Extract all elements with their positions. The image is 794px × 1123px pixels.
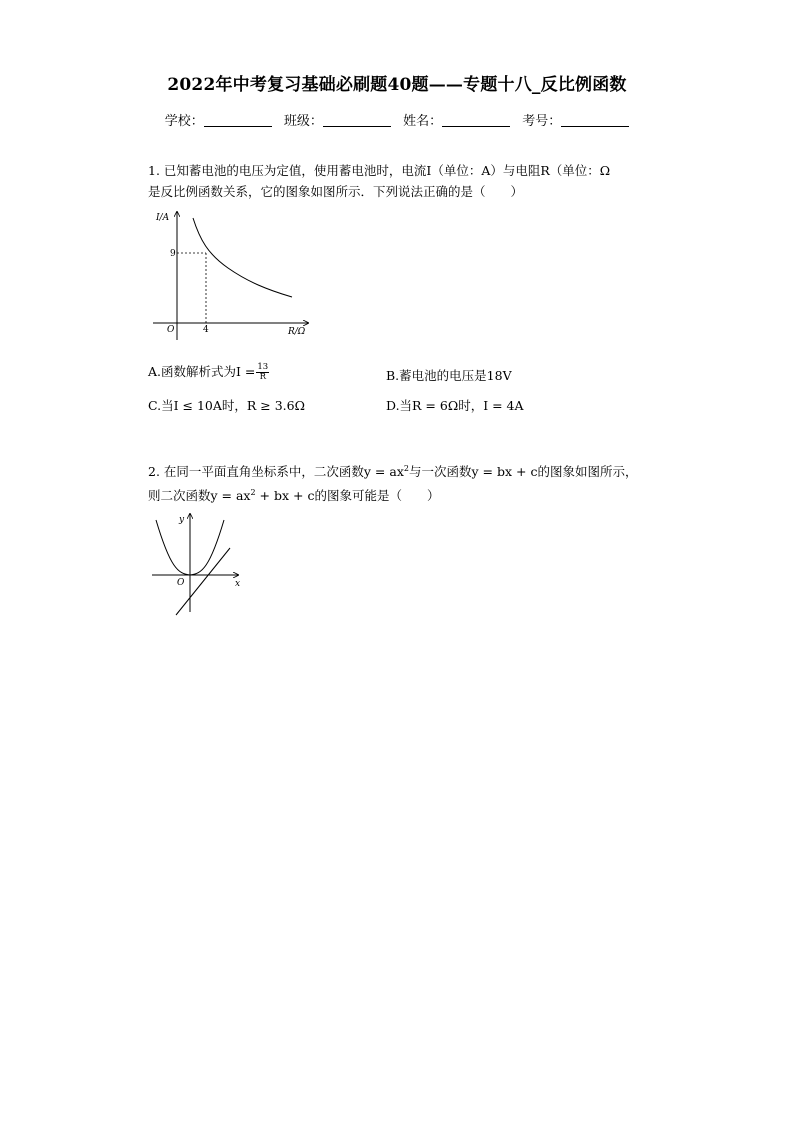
exam-no-label: 考号： (522, 114, 562, 129)
q2-line2-text-b: + bx + c的图象可能是（ ） (255, 488, 440, 504)
q1-x-axis-label: R/Ω (288, 327, 306, 337)
school-field (165, 110, 272, 129)
choice-a-fraction (256, 363, 269, 382)
q2-line1-text-b: 与一次函数y = bx + c的图象如图所示， (408, 464, 638, 480)
question-1-figure (148, 210, 318, 340)
choice-b[interactable]: B.蓄电池的电压是18V (386, 368, 512, 383)
question-1-line-2: 是反比例函数关系，它的图象如图所示．下列说法正确的是（ ） (148, 184, 524, 199)
q2-line2-text-a: 则二次函数y = ax (148, 488, 251, 504)
exam-no-field (522, 110, 629, 129)
q2-line1-text-a: 2. 在同一平面直角坐标系中，二次函数y = ax (148, 464, 404, 480)
q1-origin-label: O (167, 325, 175, 335)
class-label: 班级： (283, 114, 323, 129)
choice-c[interactable]: C.当I ≤ 10A时，R ≥ 3.6Ω (148, 398, 305, 413)
q1-y-axis-label: I/A (156, 213, 170, 223)
question-1-line-1: 1. 已知蓄电池的电压为定值，使用蓄电池时，电流I（单位：A）与电阻R（单位：Ω (148, 163, 611, 178)
question-2-line-2 (148, 482, 668, 506)
name-field (403, 110, 510, 129)
exam-no-blank[interactable] (561, 114, 629, 127)
document-title: 2022年中考复习基础必刷题40题——专题十八_反比例函数 (167, 75, 627, 95)
question-1-choices (148, 362, 668, 422)
choice-a-denominator: R (259, 372, 266, 382)
choice-a-numerator: 13 (257, 362, 269, 372)
q1-x-tick-label: 4 (203, 325, 209, 335)
q1-y-tick-label: 9 (170, 249, 176, 259)
q2-y-axis-label: y (179, 515, 185, 525)
q2-x-axis-label: x (235, 579, 241, 589)
class-field (284, 110, 391, 129)
question-2-line-1 (148, 458, 668, 482)
choice-a[interactable] (148, 362, 269, 382)
question-2 (148, 458, 668, 506)
class-blank[interactable] (323, 114, 391, 127)
q2-line1-superscript: 2 (403, 464, 409, 473)
q2-line2-superscript: 2 (250, 488, 256, 498)
q1-hyperbola-curve (193, 218, 292, 297)
student-info-row (0, 110, 794, 129)
question-2-figure (148, 512, 248, 617)
question-1 (148, 160, 668, 202)
q2-origin-label: O (177, 578, 185, 588)
name-label: 姓名： (403, 114, 443, 129)
name-blank[interactable] (442, 114, 510, 127)
school-label: 学校： (164, 114, 204, 129)
choice-a-prefix: A.函数解析式为I = (148, 364, 256, 379)
school-blank[interactable] (204, 114, 272, 127)
choice-d[interactable]: D.当R = 6Ω时，I = 4A (386, 398, 524, 413)
